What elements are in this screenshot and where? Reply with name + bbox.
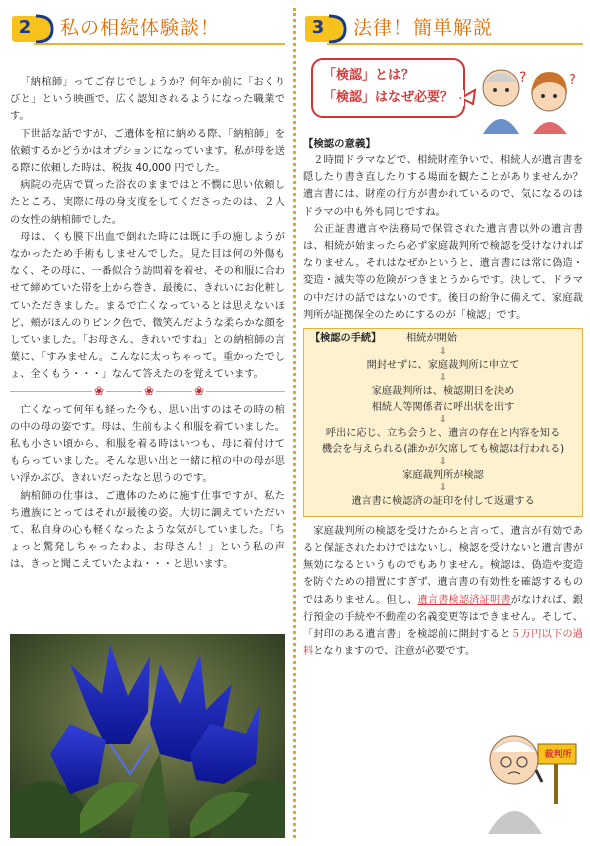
note-text: となりますので、注意が必要です。 (313, 646, 476, 658)
note-text: 家庭裁判所の検認を受けたからと言って、遺言が有効であると保証されたわけではないし、検認を受けないと遺言書が無効になるというものでもありません。検認は、偽造や変造を防ぐための措置にすぎず、遺言書の有効性を確認するものではありません。但し、 (303, 525, 583, 606)
paragraph: 病院の売店で買った浴衣のままではと不憫に思い依頼したところ、実際に母の身支度をしてくださったのは、２人の女性の納棺師でした。 (10, 180, 285, 226)
paragraph: 公正証書遺言や法務局で保管された遺言書以外の遺言書は、相続が始まったら必ず家庭裁判所で検認を受けなければなりません。それはなぜかというと、遺言書には常に偽造・変造・滅失等の危険がつきまとうからです。決して、ドラマの中だけの話ではないのです。後日の紛争に備えて、家庭裁判所が証拠保全のためにするのが「検認」です。 (303, 223, 583, 321)
court-worried-man-icon (478, 724, 578, 834)
question-2: 「検認」はなぜ必要？ (323, 90, 454, 105)
fine-highlight: ５万円以下の過料 (303, 629, 583, 658)
certificate-highlight: 遺言書検認済証明書 (417, 594, 511, 606)
paragraph: 下世話な話ですが、ご遺体を棺に納める際、「納棺師」を依頼するかどうかはオプションになっています。私が母を送る際に依頼した時は、税抜 40,000 円でした。 (10, 128, 285, 175)
procedure-title: 【検認の手続】 (310, 333, 382, 345)
paragraph: ２時間ドラマなどで、相続財産争いで、相続人が遺言書を隠したり書き直したりする場面を観たことがありませんか？遺言書には、財産の行方が書かれているので、気になるのはドラマの中も外も同じですね。 (303, 155, 583, 218)
section-number: 2 (18, 17, 32, 38)
heading-underline (34, 43, 285, 45)
note-text: がなければ、銀行預金の手続や不動産の名義変更等はできません。そして、「封印のある遺言書」を検認前に開封すると (303, 594, 583, 641)
procedure-step: 呼出に応じ、立ち会うと、遺言の存在と内容を知る (325, 428, 561, 440)
section-3-heading (303, 14, 583, 48)
procedure-first-step: 相続が開始 (406, 333, 457, 345)
paragraph: 「納棺師」ってご存じでしょうか？何年か前に「おくりびと」という映画で、広く認知されるようになった職業です。 (10, 77, 285, 123)
section-title: 私の相続体験談！ (60, 17, 221, 39)
down-arrow-icon: ⇩ (439, 373, 447, 384)
court-sign: 裁判所 (544, 750, 572, 760)
speech-bubble (311, 58, 465, 118)
svg-text:?: ? (519, 70, 527, 86)
significance-label: 【検認の意義】 (303, 138, 376, 150)
experience-story-continued (10, 402, 285, 574)
svg-text:?: ? (569, 73, 576, 88)
section-2-heading (10, 14, 285, 48)
right-column (303, 0, 583, 661)
gentian-flower-photo (10, 634, 285, 838)
question-1: 「検認」とは？ (323, 68, 415, 83)
flower-icon: ❀ (93, 383, 105, 398)
procedure-step: 機会を与えられる(誰かが欠席しても検認は行われる) (321, 443, 565, 455)
procedure-step: 開封せずに、家庭裁判所に申立て (366, 360, 520, 372)
paragraph: 母は、くも膜下出血で倒れた時には既に手の施しようがなかったため手術もしませんでした。見た目は何の外傷もなく、その母に、一番似合う訪問着を着せ、その和服に合わせて締めていた帯を上から巻き、最後に、きれいにお化粧していただきました。まるで亡くなっているとは思えないほど、頬がほんのりピンク色で、微笑んだような柔らかな顔をしていました。「お母さん、きれいですね」との納棺師の言葉に、「すみません。こんなに太っちゃって。重かったでしょ、全くもう・・・」なんて答えたのを覚えています。 (10, 231, 285, 381)
paragraph: 亡くなって何年も経った今も、思い出すのはその時の棺の中の母の姿です。母は、生前もよく和服を着ていました。私も小さい頃から、和服を着る時はいつも、母に着付けてもらっていました。そんな思い出と一緒に棺の中の母が思い浮かぶび、きれいだったなと思うのです。 (10, 404, 285, 485)
procedure-step: 家庭裁判所が検認 (402, 470, 484, 482)
down-arrow-icon: ⇩ (439, 457, 447, 468)
section-title: 法律！簡単解説 (353, 17, 494, 39)
column-divider (293, 8, 296, 838)
inspection-note (303, 523, 583, 661)
paragraph: 納棺師の仕事は、ご遺体のために施す仕事ですが、私たち遺族にとってはそれが最後の姿。大切に調えていただいて、私自身の心も軽くなったような気がしていました。「ちょっと驚発しちゃったわよ、お母さん！」という私の声は、きっと聞こえていたよね・・・と思います。 (10, 490, 285, 571)
procedure-box (303, 328, 583, 517)
procedure-step: 家庭裁判所は、検認期日を決め (371, 386, 515, 398)
procedure-step: 相続人等関係者に呼出状を出す (371, 401, 515, 413)
down-arrow-icon: ⇩ (439, 415, 447, 426)
question-area (303, 54, 583, 132)
procedure-step: 遺言書に検認済の証印を付して返還する (351, 496, 535, 508)
flower-icon: ❀ (193, 383, 205, 398)
flower-icon: ❀ (143, 383, 155, 398)
flower-divider (10, 384, 285, 398)
significance-text (303, 152, 583, 324)
experience-story (10, 74, 285, 384)
down-arrow-icon: ⇩ (439, 347, 447, 358)
heading-underline (327, 43, 583, 45)
elderly-couple-icon (453, 60, 583, 134)
left-column (10, 0, 285, 574)
down-arrow-icon: ⇩ (439, 483, 447, 494)
section-number: 3 (311, 17, 325, 38)
